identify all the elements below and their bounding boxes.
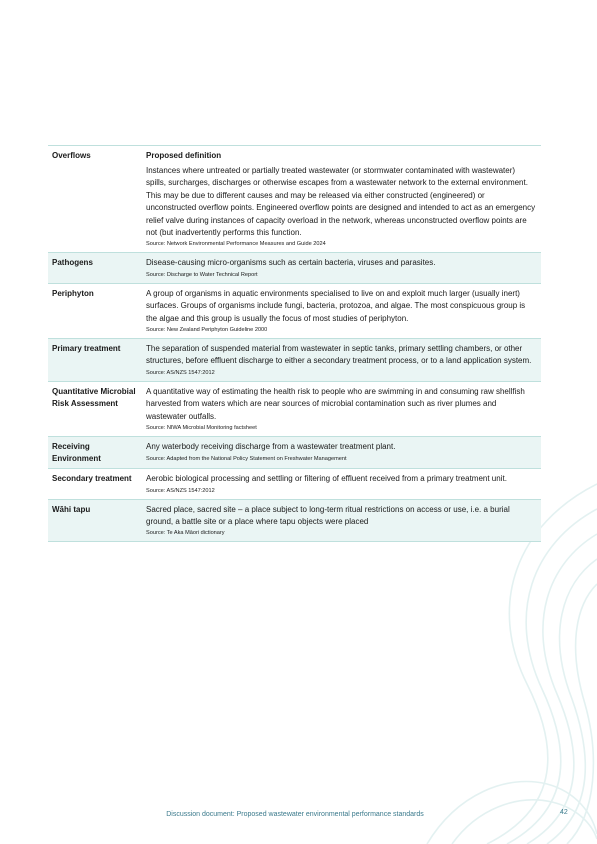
term-label: Wāhi tapu [52, 504, 91, 514]
glossary-table [48, 145, 541, 542]
term-cell [48, 469, 142, 499]
definition-cell [142, 381, 541, 436]
term-cell [48, 381, 142, 436]
definition-cell [142, 283, 541, 338]
definition-text: The separation of suspended material from wastewater in septic tanks, primary settling chambers, or other structures, before effluent discharge to either a secondary treatment process, or to a land application system. [146, 344, 532, 366]
page-number: 42 [560, 809, 568, 816]
source-text: Source: AS/NZS 1547:2012 [146, 369, 215, 376]
source-text: Source: AS/NZS 1547:2012 [146, 487, 215, 494]
definition-cell [142, 253, 541, 283]
term-cell [48, 499, 142, 542]
definition-text: Disease-causing micro-organisms such as certain bacteria, viruses and parasites. [146, 258, 436, 268]
definition-text: Aerobic biological processing and settling or filtering of effluent received from a primary treatment unit. [146, 474, 507, 484]
table-row [48, 339, 541, 382]
source-text: Source: NIWA Microbial Monitoring factsheet [146, 425, 257, 432]
source-text: Source: Discharge to Water Technical Report [146, 271, 258, 278]
term-label: Receiving Environment [52, 442, 101, 464]
footer-document-title: Discussion document: Proposed wastewater environmental performance standards [166, 811, 424, 818]
definition-text: Instances where untreated or partially treated wastewater (or stormwater contaminated with wastewater) spills, surcharges, discharges or otherwise escapes from a wastewater network to the external environment. This may be due to different causes and may be released via either constructed (engineered) or unconstructed overflow points. Engineered overflow points are designed and intended to act as an emergency relief valve during instances of capacity overload in the network, whereas unconstructed overflow points are not (but inadvertently performs this function. [146, 166, 536, 238]
term-label: Secondary treatment [52, 474, 132, 484]
term-cell [48, 339, 142, 382]
definition-heading: Proposed definition [146, 151, 222, 160]
table-row [48, 469, 541, 499]
definition-cell [142, 146, 541, 253]
term-label: Quantitative Microbial Risk Assessment [52, 386, 136, 408]
source-text: Source: Adapted from the National Policy Statement on Freshwater Management [146, 455, 347, 462]
table-row [48, 437, 541, 469]
definition-text: A group of organisms in aquatic environments specialised to live on and exploit much larger (usually inert) surfaces. Groups of organisms include fungi, bacteria, protozoa, and algae. The most conspicuous group is the algae and this group is usually the focus of most studies of periphyton. [146, 288, 526, 323]
term-label: Pathogens [52, 258, 93, 268]
term-label: Periphyton [52, 288, 94, 298]
definition-cell [142, 469, 541, 499]
term-label: Primary treatment [52, 344, 121, 354]
definition-text: Sacred place, sacred site – a place subject to long-term ritual restrictions on access or use, i.e. a burial ground, a battle site or a place where tapu objects were placed [146, 504, 510, 526]
definition-text: Any waterbody receiving discharge from a wastewater treatment plant. [146, 442, 396, 452]
term-cell [48, 146, 142, 253]
source-text: Source: Network Environmental Performance Measures and Guide 2024 [146, 241, 326, 248]
definition-cell [142, 437, 541, 469]
term-cell [48, 437, 142, 469]
source-text: Source: Te Aka Māori dictionary [146, 530, 225, 537]
definition-cell [142, 339, 541, 382]
table-row [48, 283, 541, 338]
term-cell [48, 283, 142, 338]
term-cell [48, 253, 142, 283]
table-row [48, 253, 541, 283]
definition-cell [142, 499, 541, 542]
table-row [48, 499, 541, 542]
term-label: Overflows [52, 151, 91, 160]
source-text: Source: New Zealand Periphyton Guideline 2000 [146, 327, 268, 334]
table-row [48, 381, 541, 436]
definition-text: A quantitative way of estimating the health risk to people who are swimming in and consuming raw shellfish harvested from waters which are near sources of microbial contamination such as river plumes and wastewater outfalls. [146, 386, 525, 421]
table-header-row [48, 146, 541, 253]
